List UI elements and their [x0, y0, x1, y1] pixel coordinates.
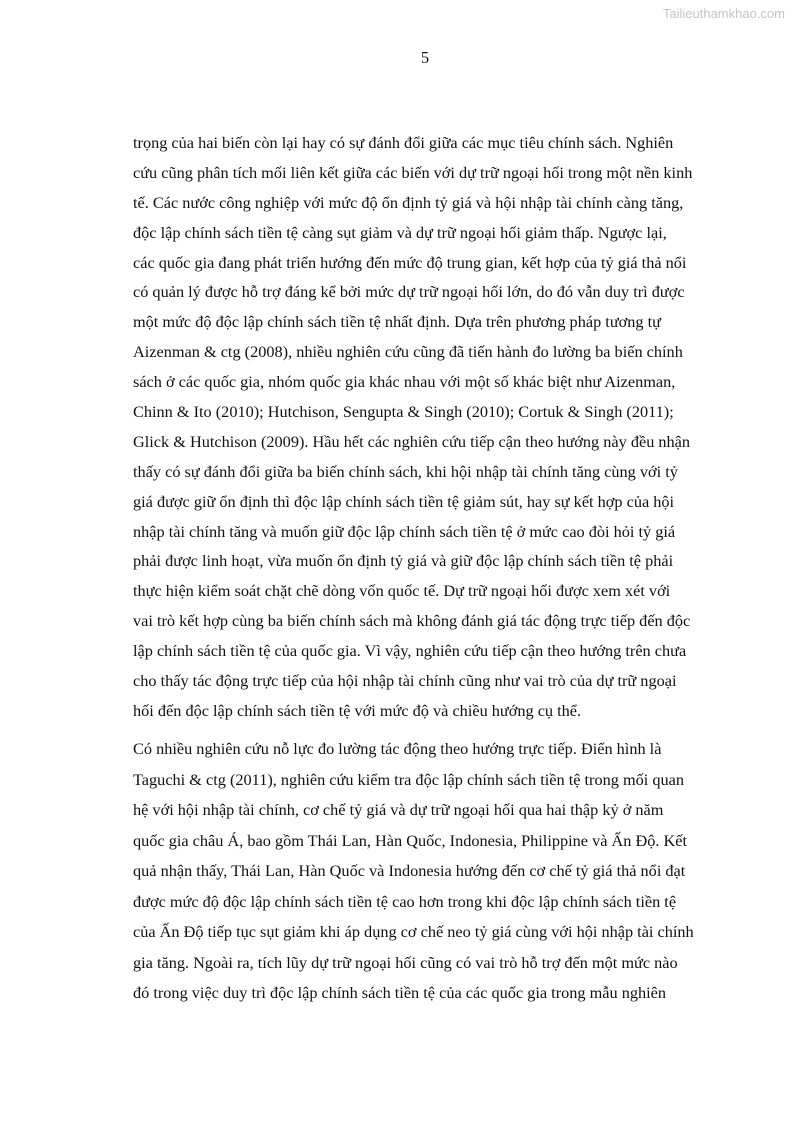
text-line: hệ với hội nhập tài chính, cơ chế tỷ giá và dự trữ ngoại hối qua hai thập kỷ ở năm: [133, 800, 664, 819]
text-line: cứu cũng phân tích mối liên kết giữa các biến với dự trữ ngoại hối trong một nền kinh: [133, 162, 693, 182]
text-line: có quản lý được hỗ trợ đáng kể bởi mức dự trữ ngoại hối lớn, do đó vẫn duy trì được: [133, 282, 685, 302]
text-line: hối đến độc lập chính sách tiền tệ với mức độ và chiều hướng cụ thể.: [133, 700, 582, 720]
text-line: Aizenman & ctg (2008), nhiều nghiên cứu cũng đã tiến hành đo lường ba biến chính: [133, 342, 683, 362]
text-line: sách ở các quốc gia, nhóm quốc gia khác nhau với một số khác biệt như Aizenman,: [133, 372, 676, 392]
text-line: Glick & Hutchison (2009). Hầu hết các nghiên cứu tiếp cận theo hướng này đều nhận: [133, 431, 691, 451]
text-line: Chinn & Ito (2010); Hutchison, Sengupta & Singh (2010); Cortuk & Singh (2011);: [133, 402, 674, 422]
text-line: đó trong việc duy trì độc lập chính sách tiền tệ của các quốc gia trong mẫu nghiên: [133, 983, 667, 1002]
text-line: lập chính sách tiền tệ của quốc gia. Vì vậy, nghiên cứu tiếp cận theo hướng trên chưa: [133, 641, 687, 661]
text-line: một mức độ độc lập chính sách tiền tệ nhất định. Dựa trên phương pháp tương tự: [133, 312, 661, 332]
text-line: Taguchi & ctg (2011), nghiên cứu kiểm tra độc lập chính sách tiền tệ trong mối quan: [133, 769, 684, 789]
text-line: giá được giữ ổn định thì độc lập chính sách tiền tệ giảm sút, hay sự kết hợp của hội: [133, 491, 675, 511]
text-line: cho thấy tác động trực tiếp của hội nhập tài chính cũng như vai trò của dự trữ ngoại: [133, 671, 677, 691]
text-line: các quốc gia đang phát triển hướng đến mức độ trung gian, kết hợp của tỷ giá thả nổi: [133, 252, 687, 272]
text-line: tế. Các nước công nghiệp với mức độ ổn định tỷ giá và hội nhập tài chính càng tăng,: [133, 192, 684, 212]
text-line: gia tăng. Ngoài ra, tích lũy dự trữ ngoại hối cũng có vai trò hỗ trợ đến một mức nào: [133, 952, 678, 972]
text-line: độc lập chính sách tiền tệ càng sụt giảm và dự trữ ngoại hối giảm thấp. Ngược lại,: [133, 222, 667, 242]
text-line: thấy có sự đánh đổi giữa ba biến chính sách, khi hội nhập tài chính tăng cùng với tỷ: [133, 461, 678, 481]
text-line: quốc gia châu Á, bao gồm Thái Lan, Hàn Quốc, Indonesia, Philippine và Ấn Độ. Kết: [133, 830, 688, 850]
text-line: phải được linh hoạt, vừa muốn ổn định tỷ giá và giữ độc lập chính sách tiền tệ phải: [133, 551, 674, 571]
text-line: được mức độ độc lập chính sách tiền tệ cao hơn trong khi độc lập chính sách tiền tệ: [133, 891, 677, 911]
text-line: thực hiện kiểm soát chặt chẽ dòng vốn quốc tế. Dự trữ ngoại hối được xem xét với: [133, 581, 671, 601]
watermark: Tailieuthamkhao.com: [662, 6, 785, 21]
paragraph-2: [133, 734, 694, 1009]
text-line: vai trò kết hợp cùng ba biến chính sách mà không đánh giá tác động trực tiếp đến độc: [133, 611, 691, 631]
page-number: 5: [420, 48, 430, 67]
text-line: nhập tài chính tăng và muốn giữ độc lập chính sách tiền tệ ở mức cao đòi hỏi tỷ giá: [133, 521, 676, 541]
text-line: trọng của hai biến còn lại hay có sự đánh đổi giữa các mục tiêu chính sách. Nghiên: [133, 133, 674, 152]
text-line: của Ấn Độ tiếp tục sụt giảm khi áp dụng cơ chế neo tỷ giá cùng với hội nhập tài chính: [133, 922, 694, 941]
text-line: Có nhiều nghiên cứu nỗ lực đo lường tác động theo hướng trực tiếp. Điển hình là: [133, 739, 662, 758]
paragraph-1: [133, 128, 693, 726]
text-line: quả nhận thấy, Thái Lan, Hàn Quốc và Indonesia hướng đến cơ chế tỷ giá thả nổi đạt: [133, 861, 686, 880]
